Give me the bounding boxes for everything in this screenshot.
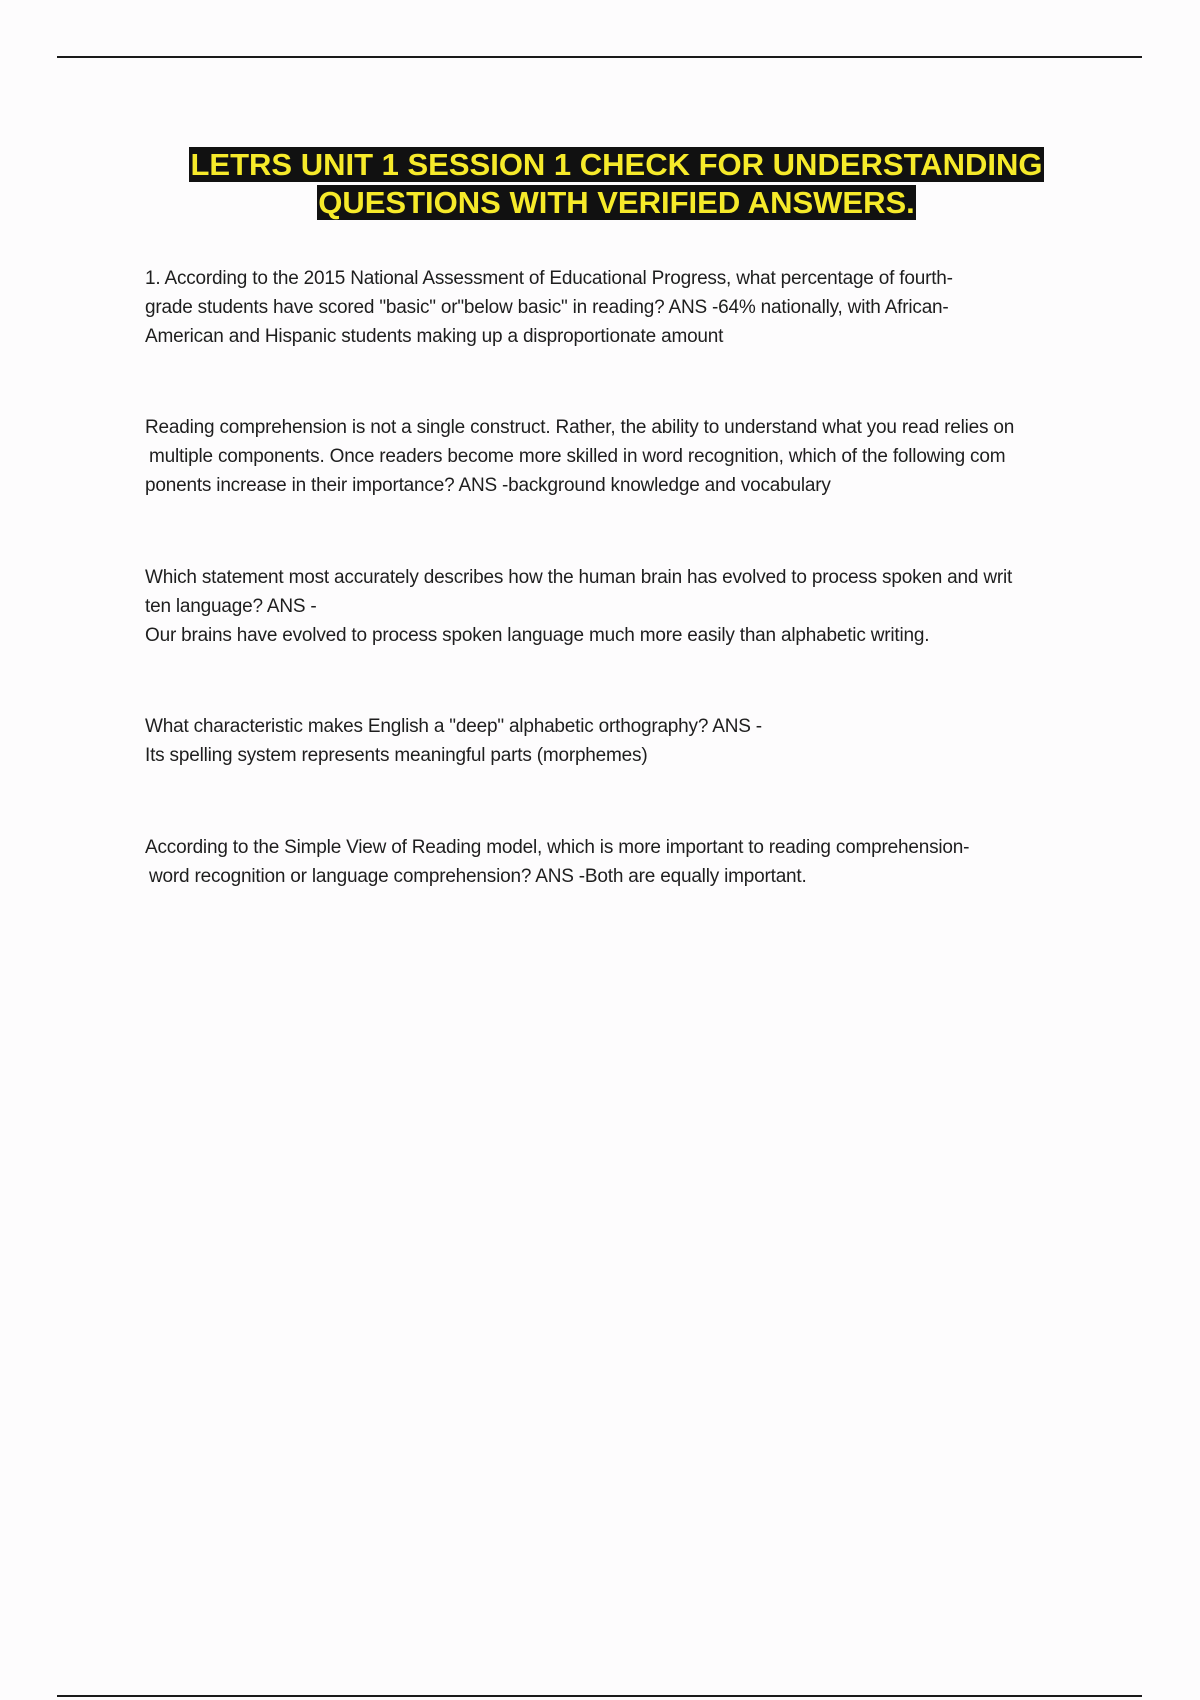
qa-line: 1. According to the 2015 National Assessment of Educational Progress, what percentage of fourth- bbox=[145, 268, 953, 289]
question-answer-4 bbox=[145, 712, 1090, 770]
qa-line: Its spelling system represents meaningful parts (morphemes) bbox=[145, 745, 648, 766]
top-rule bbox=[57, 56, 1142, 58]
qa-line: Reading comprehension is not a single construct. Rather, the ability to understand what you read relies on bbox=[145, 417, 1015, 438]
qa-line: Which statement most accurately describes how the human brain has evolved to process spoken and writ bbox=[145, 567, 1013, 588]
qa-line: According to the Simple View of Reading model, which is more important to reading comprehension- bbox=[145, 837, 970, 858]
qa-line: grade students have scored "basic" or"below basic" in reading? ANS -64% nationally, with African- bbox=[145, 297, 949, 318]
qa-line: ponents increase in their importance? ANS -background knowledge and vocabulary bbox=[145, 475, 831, 496]
qa-line: ten language? ANS - bbox=[145, 596, 317, 617]
question-answer-2 bbox=[145, 413, 1090, 500]
qa-line: multiple components. Once readers become more skilled in word recognition, which of the following com bbox=[149, 446, 1006, 467]
question-answer-5 bbox=[145, 833, 1090, 891]
document-title bbox=[0, 146, 1200, 222]
question-answer-3 bbox=[145, 563, 1090, 650]
question-answer-1 bbox=[145, 264, 1090, 351]
title-line-2: QUESTIONS WITH VERIFIED ANSWERS. bbox=[318, 185, 915, 220]
qa-line: Our brains have evolved to process spoken language much more easily than alphabetic writing. bbox=[145, 625, 930, 646]
qa-line: American and Hispanic students making up a disproportionate amount bbox=[145, 326, 724, 347]
bottom-rule bbox=[57, 1695, 1142, 1697]
qa-line: word recognition or language comprehension? ANS -Both are equally important. bbox=[149, 866, 807, 887]
qa-line: What characteristic makes English a "deep" alphabetic orthography? ANS - bbox=[145, 716, 762, 737]
title-line-1: LETRS UNIT 1 SESSION 1 CHECK FOR UNDERSTANDING bbox=[190, 147, 1043, 182]
